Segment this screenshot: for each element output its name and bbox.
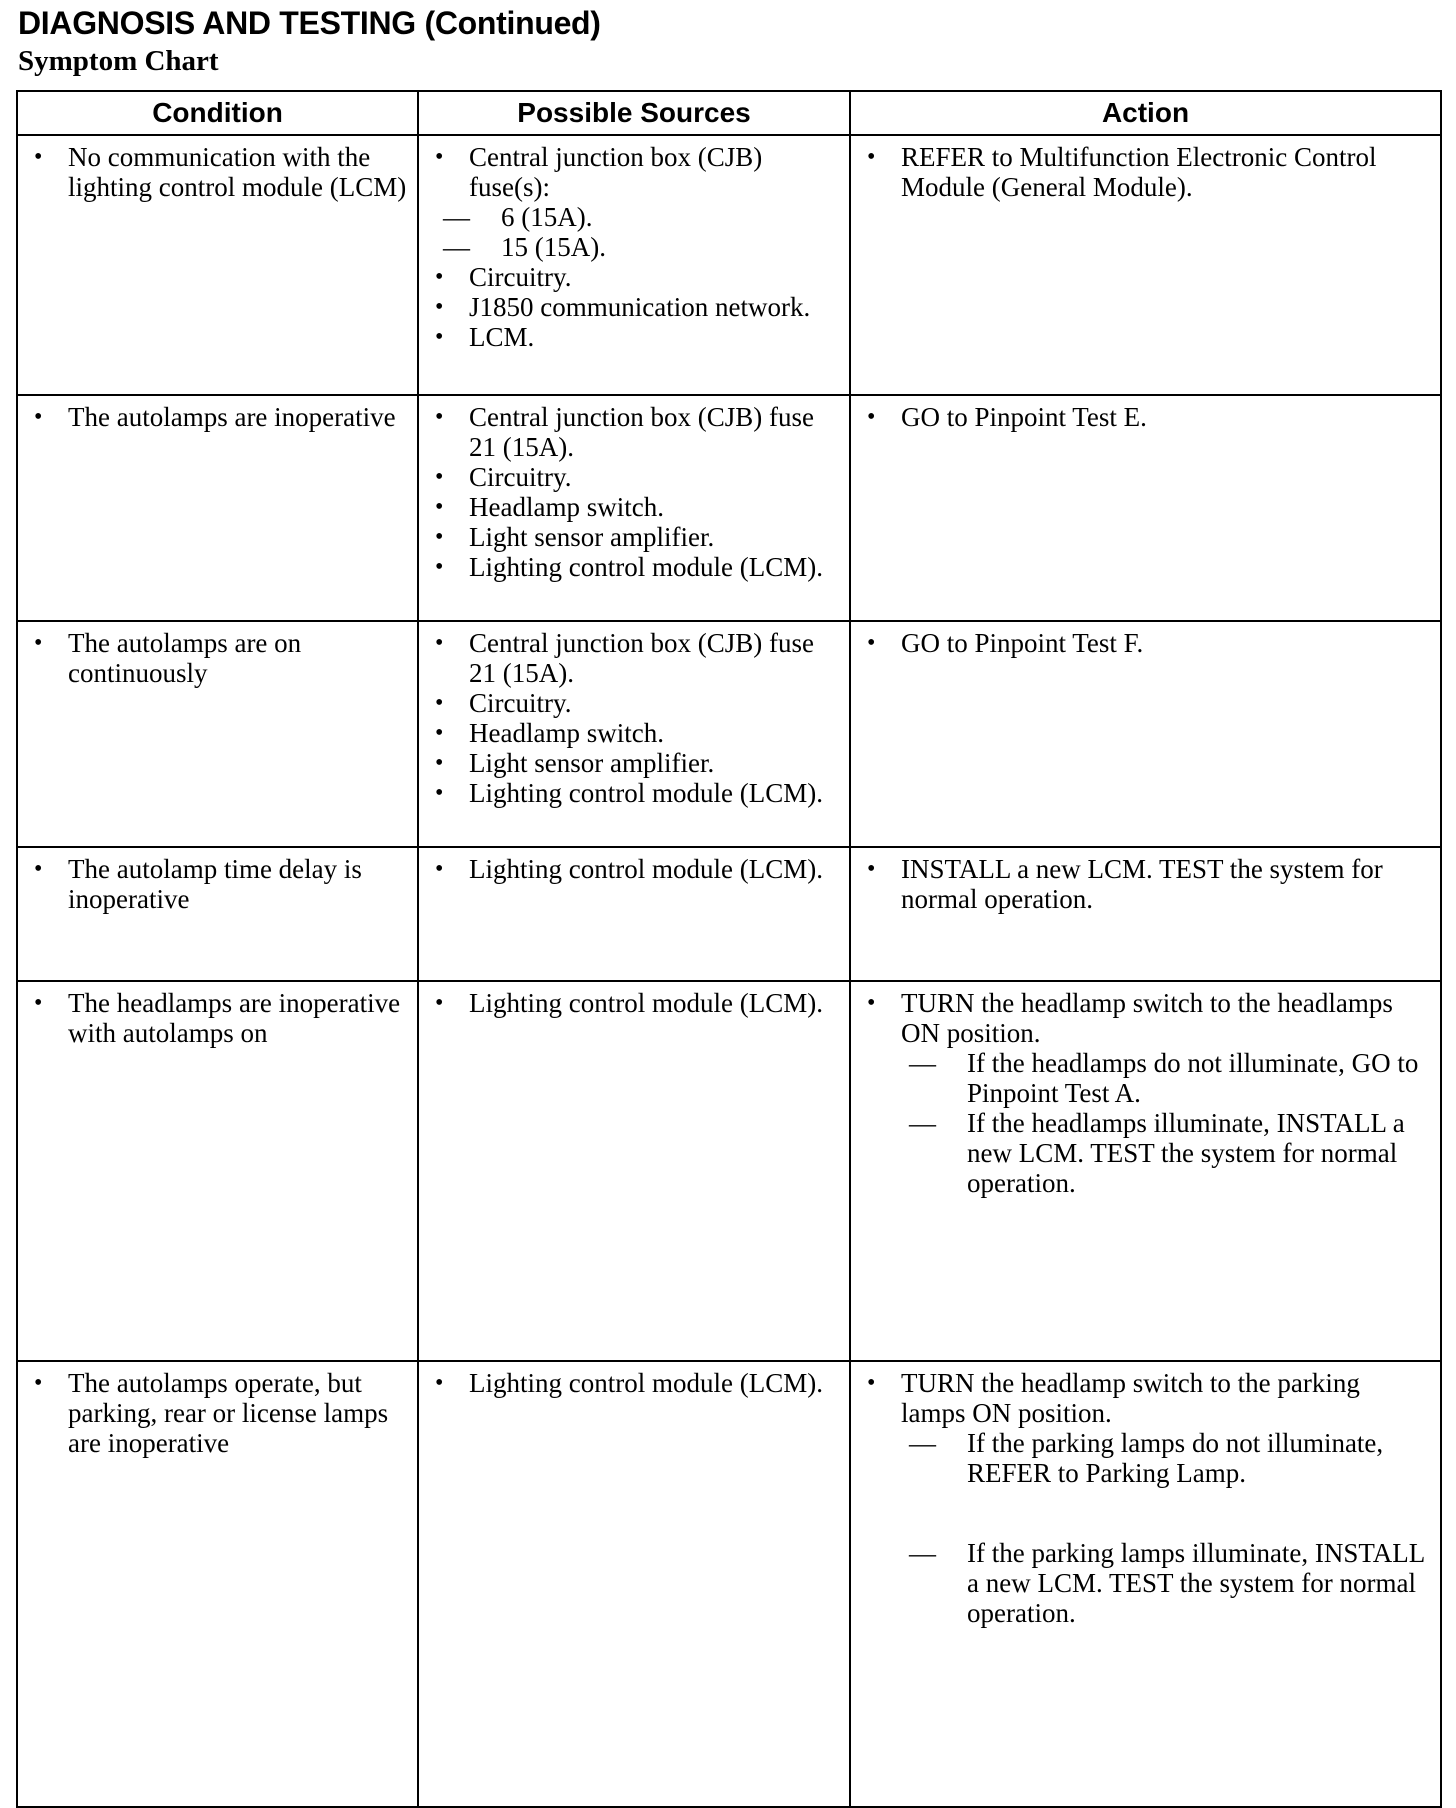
bullet-marker: • (867, 990, 876, 1016)
action-cell (850, 1361, 1441, 1807)
action-item (867, 628, 1430, 658)
symptom-chart-table (16, 90, 1442, 1808)
sources-cell (418, 847, 850, 981)
action-text: INSTALL a new LCM. TEST the system for normal operation. (901, 854, 1383, 914)
action-text: REFER to Multifunction Electronic Control Module (General Module). (901, 142, 1377, 202)
table-row (17, 1361, 1441, 1807)
source-item (435, 462, 839, 492)
bullet-marker: • (435, 720, 444, 746)
source-text: J1850 communication network. (469, 292, 811, 322)
source-item (435, 854, 839, 884)
bullet-marker: • (435, 524, 444, 550)
dash-marker: — (909, 1538, 936, 1568)
bullet-marker: • (435, 464, 444, 490)
sub-item-text: 6 (15A). (501, 202, 593, 232)
section-subtitle: Symptom Chart (18, 45, 219, 77)
source-item (435, 402, 839, 462)
bullet-marker: • (435, 324, 444, 350)
action-cell (850, 847, 1441, 981)
source-text: Circuitry. (469, 688, 572, 718)
table-header-row (17, 91, 1441, 135)
source-text: LCM. (469, 322, 535, 352)
dash-marker: — (443, 202, 470, 232)
source-text: Central junction box (CJB) fuse(s): (469, 142, 763, 202)
condition-item (34, 854, 407, 914)
bullet-marker: • (34, 990, 43, 1016)
condition-item (34, 988, 407, 1048)
column-header-action: Action (850, 91, 1441, 135)
condition-cell (17, 1361, 418, 1807)
condition-cell (17, 847, 418, 981)
source-text: Lighting control module (LCM). (469, 778, 823, 808)
table-row (17, 135, 1441, 395)
sources-cell (418, 135, 850, 395)
condition-item (34, 1368, 407, 1458)
column-header-possible-sources: Possible Sources (418, 91, 850, 135)
condition-cell (17, 621, 418, 847)
action-text: GO to Pinpoint Test E. (901, 402, 1147, 432)
source-text: Central junction box (CJB) fuse 21 (15A). (469, 628, 814, 688)
sources-cell (418, 395, 850, 621)
sub-item (901, 1538, 1430, 1628)
action-item (867, 142, 1430, 202)
source-item (435, 142, 839, 202)
action-item (867, 988, 1430, 1048)
source-text: Lighting control module (LCM). (469, 988, 823, 1018)
bullet-marker: • (867, 144, 876, 170)
action-text: TURN the headlamp switch to the headlamps ON position. (901, 988, 1393, 1048)
source-item (435, 552, 839, 582)
bullet-marker: • (435, 750, 444, 776)
bullet-marker: • (435, 554, 444, 580)
bullet-marker: • (435, 1370, 444, 1396)
source-item (435, 1368, 839, 1398)
bullet-marker: • (435, 404, 444, 430)
dash-marker: — (909, 1048, 936, 1078)
action-cell (850, 395, 1441, 621)
column-header-condition: Condition (17, 91, 418, 135)
bullet-marker: • (867, 1370, 876, 1396)
source-item (435, 778, 839, 808)
dash-marker: — (443, 232, 470, 262)
condition-text: The autolamp time delay is inoperative (68, 854, 362, 914)
sub-item (435, 202, 839, 232)
bullet-marker: • (34, 630, 43, 656)
source-text: Lighting control module (LCM). (469, 1368, 823, 1398)
sub-item (901, 1108, 1430, 1198)
bullet-marker: • (435, 264, 444, 290)
action-item (867, 402, 1430, 432)
action-cell (850, 135, 1441, 395)
bullet-marker: • (435, 780, 444, 806)
sub-item-text: If the headlamps illuminate, INSTALL a new LCM. TEST the system for normal operation. (967, 1108, 1405, 1198)
source-item (435, 748, 839, 778)
source-text: Light sensor amplifier. (469, 748, 715, 778)
action-item (867, 854, 1430, 914)
condition-item (34, 628, 407, 688)
source-text: Light sensor amplifier. (469, 522, 715, 552)
table-row (17, 621, 1441, 847)
bullet-marker: • (34, 856, 43, 882)
sub-item-text: If the parking lamps illuminate, INSTALL a new LCM. TEST the system for normal operation. (967, 1538, 1425, 1628)
source-item (435, 522, 839, 552)
condition-text: The autolamps are on continuously (68, 628, 302, 688)
bullet-marker: • (435, 856, 444, 882)
page-title: DIAGNOSIS AND TESTING (Continued) (18, 5, 601, 41)
source-item (435, 628, 839, 688)
bullet-marker: • (34, 404, 43, 430)
source-text: Headlamp switch. (469, 718, 664, 748)
action-text: GO to Pinpoint Test F. (901, 628, 1144, 658)
table-row (17, 395, 1441, 621)
sources-cell (418, 621, 850, 847)
bullet-marker: • (435, 494, 444, 520)
sub-item (435, 232, 839, 262)
bullet-marker: • (435, 690, 444, 716)
source-item (435, 262, 839, 292)
sub-item-text: If the headlamps do not illuminate, GO to Pinpoint Test A. (967, 1048, 1419, 1108)
source-item (435, 492, 839, 522)
source-text: Lighting control module (LCM). (469, 854, 823, 884)
source-text: Central junction box (CJB) fuse 21 (15A). (469, 402, 814, 462)
condition-cell (17, 395, 418, 621)
sub-item (901, 1428, 1430, 1488)
condition-text: The autolamps are inoperative (68, 402, 396, 432)
condition-cell (17, 981, 418, 1361)
condition-item (34, 142, 407, 202)
source-item (435, 718, 839, 748)
sub-item-text: 15 (15A). (501, 232, 606, 262)
source-item (435, 322, 839, 352)
condition-text: The headlamps are inoperative with autolamps on (68, 988, 401, 1048)
bullet-marker: • (435, 990, 444, 1016)
bullet-marker: • (34, 144, 43, 170)
source-text: Headlamp switch. (469, 492, 664, 522)
sources-cell (418, 981, 850, 1361)
spacer (867, 1488, 1430, 1538)
source-text: Circuitry. (469, 262, 572, 292)
action-cell (850, 981, 1441, 1361)
condition-text: The autolamps operate, but parking, rear or license lamps are inoperative (68, 1368, 389, 1458)
sub-item (901, 1048, 1430, 1108)
condition-cell (17, 135, 418, 395)
bullet-marker: • (867, 404, 876, 430)
bullet-marker: • (867, 630, 876, 656)
table-body (17, 135, 1441, 1807)
condition-item (34, 402, 407, 432)
action-cell (850, 621, 1441, 847)
table-row (17, 847, 1441, 981)
dash-marker: — (909, 1428, 936, 1458)
source-item (435, 988, 839, 1018)
bullet-marker: • (34, 1370, 43, 1396)
bullet-marker: • (435, 294, 444, 320)
bullet-marker: • (867, 856, 876, 882)
table-row (17, 981, 1441, 1361)
sub-item-text: If the parking lamps do not illuminate, REFER to Parking Lamp. (967, 1428, 1384, 1488)
source-text: Circuitry. (469, 462, 572, 492)
action-item (867, 1368, 1430, 1428)
source-text: Lighting control module (LCM). (469, 552, 823, 582)
bullet-marker: • (435, 630, 444, 656)
source-item (435, 688, 839, 718)
source-item (435, 292, 839, 322)
bullet-marker: • (435, 144, 444, 170)
condition-text: No communication with the lighting control module (LCM) (68, 142, 407, 202)
sources-cell (418, 1361, 850, 1807)
dash-marker: — (909, 1108, 936, 1138)
action-text: TURN the headlamp switch to the parking lamps ON position. (901, 1368, 1360, 1428)
